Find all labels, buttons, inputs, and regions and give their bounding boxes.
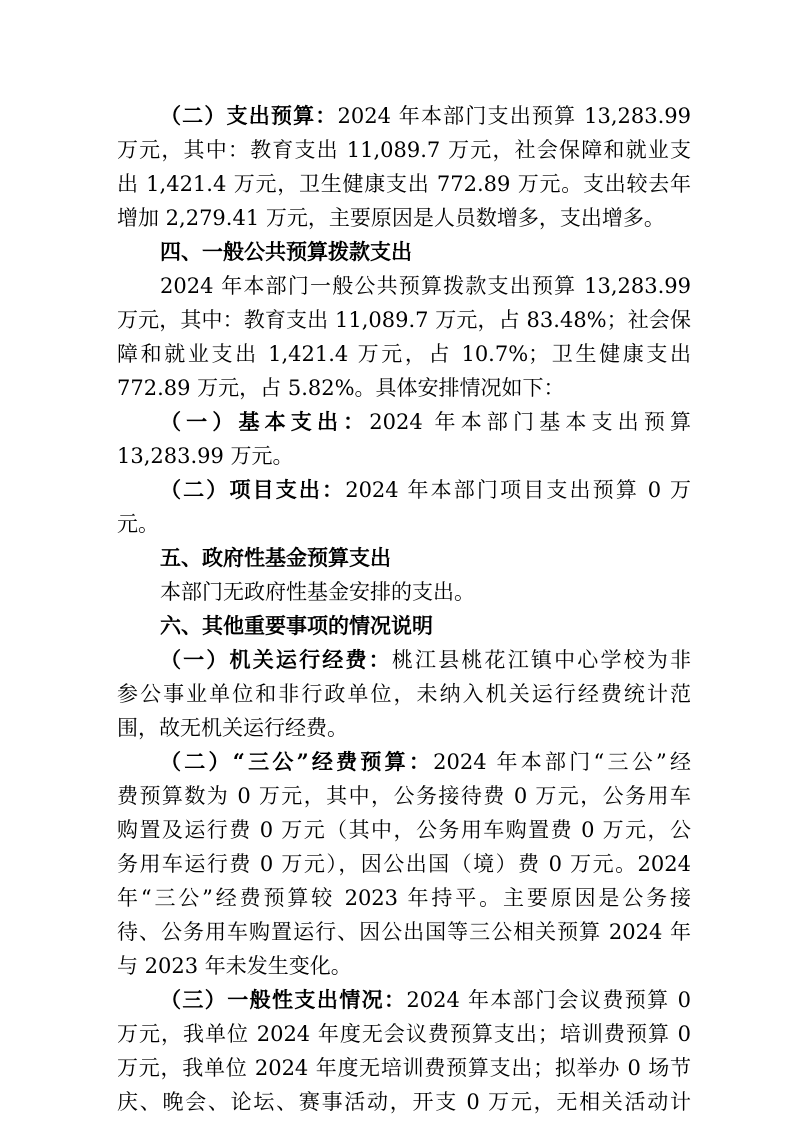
body-text: 2024 年本部门“三公”经 — [433, 750, 691, 774]
paragraph-line — [117, 1051, 691, 1085]
body-text: 围，故无机关运行经费。 — [117, 716, 348, 740]
body-text: 庆、晚会、论坛、赛事活动，开支 0 万元，无相关活动计 — [117, 1090, 691, 1114]
body-text: 2024 年本部门会议费预算 0 — [406, 988, 691, 1012]
paragraph-line — [160, 745, 691, 779]
body-text: 本部门无政府性基金安排的支出。 — [160, 580, 475, 604]
paragraph-line — [117, 439, 691, 473]
paragraph-line — [117, 949, 691, 983]
paragraph-line — [160, 643, 691, 677]
heading-text: （二）支出预算： — [160, 103, 338, 128]
paragraph-line — [160, 405, 691, 439]
body-text: 万元，我单位 2024 年度无培训费预算支出；拟举办 0 场节 — [117, 1056, 691, 1080]
paragraph-line — [117, 1017, 691, 1051]
paragraph-line — [117, 1085, 691, 1119]
paragraph-line — [160, 99, 691, 133]
body-text: 13,283.99 万元。 — [117, 444, 294, 468]
body-text: 费预算数为 0 万元，其中，公务接待费 0 万元，公务用车 — [117, 784, 691, 808]
heading-text: 六、其他重要事项的情况说明 — [160, 613, 433, 638]
paragraph-line — [117, 201, 691, 235]
body-text: 增加 2,279.41 万元，主要原因是人员数增多，支出增多。 — [117, 206, 665, 230]
paragraph-line — [117, 847, 691, 881]
heading-text: （一）机关运行经费： — [160, 647, 392, 672]
body-text: 万元，其中：教育支出 11,089.7 万元，社会保障和就业支 — [117, 138, 691, 162]
body-text: 参公事业单位和非行政单位，未纳入机关运行经费统计范 — [117, 682, 691, 706]
body-text: 2024 年本部门一般公共预算拨款支出预算 13,283.99 — [160, 274, 691, 298]
body-text: 2024 年本部门支出预算 13,283.99 — [337, 104, 692, 128]
heading-text: （二）项目支出： — [160, 477, 346, 502]
section-heading — [160, 609, 691, 643]
body-text: 务用车运行费 0 万元），因公出国（境）费 0 万元。2024 — [117, 852, 691, 876]
paragraph-line — [117, 507, 691, 541]
paragraph-line — [117, 915, 691, 949]
body-text: 万元，其中：教育支出 11,089.7 万元，占 83.48%；社会保 — [117, 308, 691, 332]
heading-text: 四、一般公共预算拨款支出 — [160, 239, 412, 264]
paragraph-line — [117, 677, 691, 711]
body-text: 出 1,421.4 万元，卫生健康支出 772.89 万元。支出较去年 — [117, 172, 691, 196]
body-text: 与 2023 年未发生变化。 — [117, 954, 352, 978]
body-text: 购置及运行费 0 万元（其中，公务用车购置费 0 万元，公 — [117, 818, 691, 842]
body-text: 772.89 万元，占 5.82%。具体安排情况如下： — [117, 376, 565, 400]
heading-text: （三）一般性支出情况： — [160, 987, 407, 1012]
paragraph-line — [160, 269, 691, 303]
heading-text: （一）基本支出： — [160, 409, 370, 434]
body-text: 桃江县桃花江镇中心学校为非 — [391, 648, 692, 672]
paragraph-line — [117, 813, 691, 847]
body-text: 元。 — [117, 512, 159, 536]
paragraph-line — [117, 779, 691, 813]
paragraph-line — [117, 881, 691, 915]
paragraph-line — [117, 337, 691, 371]
body-text: 年“三公”经费预算较 2023 年持平。主要原因是公务接 — [117, 886, 691, 910]
paragraph-line — [160, 575, 691, 609]
paragraph-line — [160, 473, 691, 507]
heading-text: 五、政府性基金预算支出 — [160, 545, 391, 570]
body-text: 2024 年本部门项目支出预算 0 万 — [345, 478, 691, 502]
heading-text: （二）“三公”经费预算： — [160, 749, 434, 774]
paragraph-line — [117, 711, 691, 745]
paragraph-line — [117, 167, 691, 201]
section-heading — [160, 235, 691, 269]
body-text: 2024 年本部门基本支出预算 — [369, 410, 691, 434]
body-text: 障和就业支出 1,421.4 万元，占 10.7%；卫生健康支出 — [117, 342, 691, 366]
paragraph-line — [117, 303, 691, 337]
body-text: 待、公务用车购置运行、因公出国等三公相关预算 2024 年 — [117, 920, 691, 944]
paragraph-line — [160, 983, 691, 1017]
paragraph-line — [117, 133, 691, 167]
section-heading — [160, 541, 691, 575]
body-text: 万元，我单位 2024 年度无会议费预算支出；培训费预算 0 — [117, 1022, 691, 1046]
paragraph-line — [117, 371, 691, 405]
